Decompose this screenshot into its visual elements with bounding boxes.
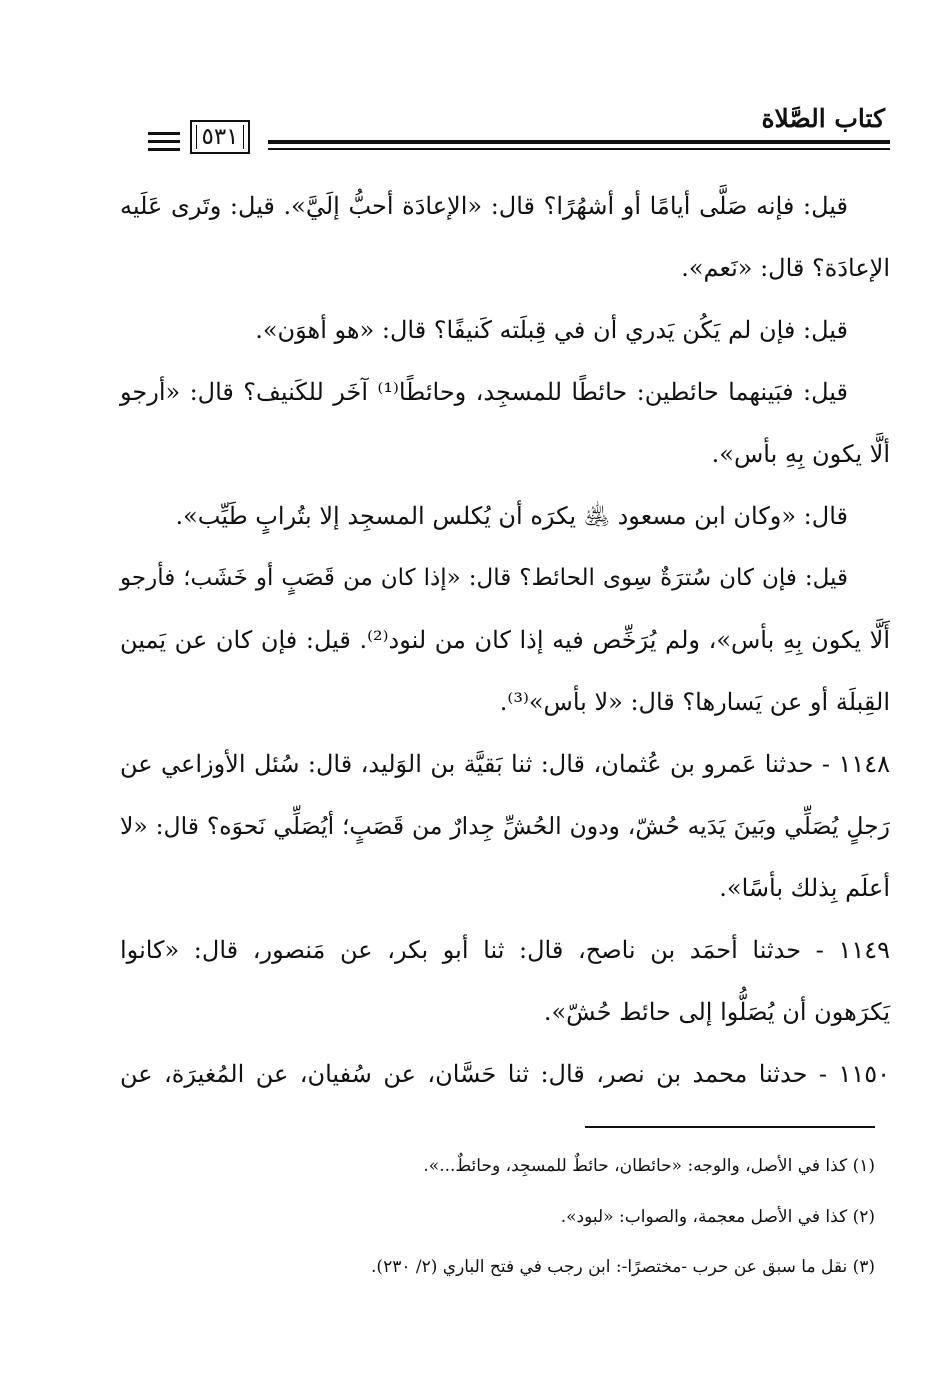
body-line: أعلَم بِذلك بأسًا». [719,874,890,902]
body-line: أَلَّا يكون بِهِ بأس»، ولم يُرَخِّص فيه إذا كان من لنود⁽²⁾. قيل: فإن كان عن يَمين [120,626,890,654]
body-line: رَجلٍ يُصَلِّي وبَينَ يَدَيه حُشّ، ودون الحُشِّ جِدارٌ من قَصَبٍ؛ أيُصَلِّي نَحوَه؟ قال: «لا [120,812,890,840]
page-number: ٥٣١ [190,120,250,154]
header-ornament-bar [148,140,180,143]
body-line: ١١٤٩ - حدثنا أحمَد بن ناصح، قال: ثنا أبو بكر، عن مَنصور، قال: «كانوا [120,936,890,964]
running-title: كتاب الصَّلاة [761,104,885,133]
body-line: الإعادَة؟ قال: «نَعم». [681,254,890,282]
header-ornament-bar [148,148,180,151]
body-line: قيل: فإن كان سُترَةٌ سِوى الحائط؟ قال: «إذا كان من قَصَبٍ أو خَشَب؛ فأرجو [120,565,848,591]
body-line: قيل: فبَينهما حائطين: حائطًا للمسجِد، وحائطًا⁽¹⁾ آخَر للكَنيف؟ قال: «أرجو [120,378,849,406]
body-line: القِبلَة أو عن يَسارها؟ قال: «لا بأس»⁽³⁾. [499,688,890,716]
body-line: قيل: فإنه صَلَّى أيامًا أو أشهُرًا؟ قال: «الإعادَة أحبُّ إلَيَّ». قيل: وتَرى عَلَيه [120,192,848,220]
body-line: ١١٤٨ - حدثنا عَمرو بن عُثمان، قال: ثنا بَقيَّة بن الوَليد، قال: سُئل الأوزاعي عن [120,750,890,778]
body-line: ألَّا يكون بِهِ بأس». [711,440,890,468]
header-ornament-bar [148,132,180,135]
body-line: يَكرَهون أن يُصَلُّوا إلى حائط حُشّ». [543,998,890,1026]
footnote: (٢) كذا في الأصل معجمة، والصواب: «لبود». [560,1207,875,1227]
body-line: قيل: فإن لم يَكُن يَدري أن في قِبلَته كَنيفًا؟ قال: «هو أهوَن». [255,316,848,344]
body-line: ١١٥٠ - حدثنا محمد بن نصر، قال: ثنا حَسَّان، عن سُفيان، عن المُغيرَة، عن [120,1060,891,1088]
body-line: قال: «وكان ابن مسعود ﵁ يكرَه أن يُكلس المسجِد إلا بتُرابٍ طَيِّب». [175,502,848,530]
header-rule-thin [268,148,890,150]
footnote: (٣) نقل ما سبق عن حرب -مختصرًا-: ابن رجب في فتح الباري (٢/ ٢٣٠). [371,1257,875,1277]
footnote-separator [585,1126,875,1128]
header-rule-thick [268,140,890,144]
footnote: (١) كذا في الأصل، والوجه: «حائطان، حائطٌ للمسجِد، وحائطٌ...». [423,1156,875,1176]
